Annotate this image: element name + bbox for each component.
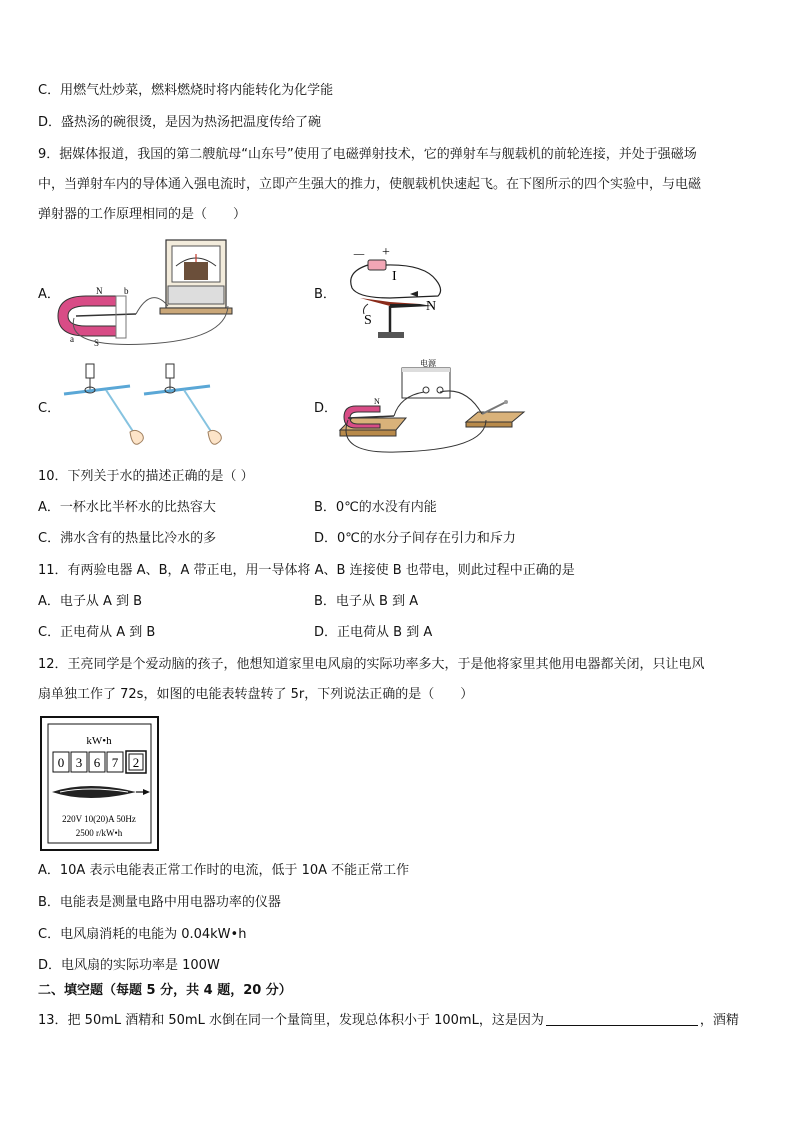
figure-d-north: N bbox=[374, 397, 380, 406]
q13-text bbox=[38, 1011, 739, 1030]
meter-rate: 2500 r/kW•h bbox=[75, 828, 123, 838]
q11-text: 11．有两验电器 A、B，A 带正电，用一导体将 A、B 连接使 B 也带电，则此过程中正确的是 bbox=[38, 563, 575, 578]
figure-b-minus: － bbox=[352, 249, 366, 264]
q13-text-after-blank: ，酒精 bbox=[699, 1013, 739, 1028]
meter-digit-5: 2 bbox=[132, 755, 140, 770]
energy-meter-figure bbox=[40, 716, 160, 852]
figure-a-south: S bbox=[94, 338, 100, 348]
figure-d-power-label: 电源 bbox=[420, 359, 436, 368]
q13-text-before-blank: 13．把 50mL 酒精和 50mL 水倒在同一个量筒里，发现总体积小于 100mL，这是因为 bbox=[38, 1013, 544, 1028]
q11-option-a: A．电子从 A 到 B bbox=[38, 594, 143, 609]
meter-digit-2: 3 bbox=[75, 755, 83, 770]
q8-option-d: D．盛热汤的碗很烫，是因为热汤把温度传给了碗 bbox=[38, 115, 322, 130]
q9-text-1: 9．据媒体报道，我国的第二艘航母“山东号”使用了电磁弹射技术，它的弹射车与舰载机的前轮连接，并处于强磁场 bbox=[38, 147, 697, 162]
q12-option-d: D．电风扇的实际功率是 100W bbox=[38, 958, 220, 973]
q8-option-c: C．用燃气灶炒菜，燃料燃烧时将内能转化为化学能 bbox=[38, 83, 334, 98]
q11-option-b: B．电子从 B 到 A bbox=[314, 594, 419, 609]
q12-option-b: B．电能表是测量电路中用电器功率的仪器 bbox=[38, 895, 281, 910]
q9-option-c-label: C． bbox=[38, 401, 61, 416]
meter-digit-4: 7 bbox=[111, 755, 119, 770]
figure-a-label-a: a bbox=[70, 334, 74, 344]
q12-text-1: 12．王亮同学是个爱动脑的孩子，他想知道家里电风扇的实际功率多大，于是他将家里其他用电器都关闭，只让电风 bbox=[38, 657, 705, 672]
q12-text-2: 扇单独工作了 72s，如图的电能表转盘转了 5r，下列说法正确的是（ ） bbox=[38, 687, 474, 702]
meter-digits bbox=[53, 751, 146, 773]
q13-answer-blank[interactable] bbox=[546, 1011, 698, 1026]
figure-b-plus: + bbox=[382, 245, 390, 260]
q10-option-b: B．0℃的水没有内能 bbox=[314, 500, 437, 515]
meter-digit-1: 0 bbox=[57, 755, 65, 770]
figure-b-south: S bbox=[364, 313, 372, 328]
figure-a-north: N bbox=[96, 286, 103, 296]
q10-option-d: D．0℃的水分子间存在引力和斥力 bbox=[314, 531, 516, 546]
meter-digit-3: 6 bbox=[93, 755, 101, 770]
meter-spec: 220V 10(20)A 50Hz bbox=[62, 814, 136, 824]
figure-a-label-b: b bbox=[124, 286, 129, 296]
figure-b-current: I bbox=[392, 269, 397, 284]
q10-option-a: A．一杯水比半杯水的比热容大 bbox=[38, 500, 216, 515]
figure-d-motor-circuit bbox=[336, 356, 528, 460]
q9-option-d-label: D． bbox=[314, 401, 338, 416]
q11-option-c: C．正电荷从 A 到 B bbox=[38, 625, 156, 640]
q11-option-d: D．正电荷从 B 到 A bbox=[314, 625, 433, 640]
q9-text-2: 中，当弹射车内的导体通入强电流时，立即产生强大的推力，使舰载机快速起飞。在下图所示的四个实验中，与电磁 bbox=[38, 177, 702, 192]
q10-text: 10．下列关于水的描述正确的是（ ） bbox=[38, 469, 254, 484]
figure-c-rods bbox=[60, 356, 238, 446]
q12-option-c: C．电风扇消耗的电能为 0.04kW•h bbox=[38, 927, 247, 942]
q9-text-3: 弹射器的工作原理相同的是（ ） bbox=[38, 207, 247, 222]
q9-option-a-label: A． bbox=[38, 287, 60, 302]
figure-b-north: N bbox=[426, 299, 437, 314]
figure-a-galvanometer-coil bbox=[56, 236, 242, 348]
q12-option-a: A．10A 表示电能表正常工作时的电流，低于 10A 不能正常工作 bbox=[38, 863, 410, 878]
q10-option-c: C．沸水含有的热量比冷水的多 bbox=[38, 531, 217, 546]
meter-unit: kW•h bbox=[86, 735, 112, 747]
figure-b-oersted-compass bbox=[340, 238, 450, 344]
q9-option-b-label: B． bbox=[314, 287, 336, 302]
section-2-heading: 二、填空题（每题 5 分，共 4 题，20 分） bbox=[38, 983, 292, 998]
